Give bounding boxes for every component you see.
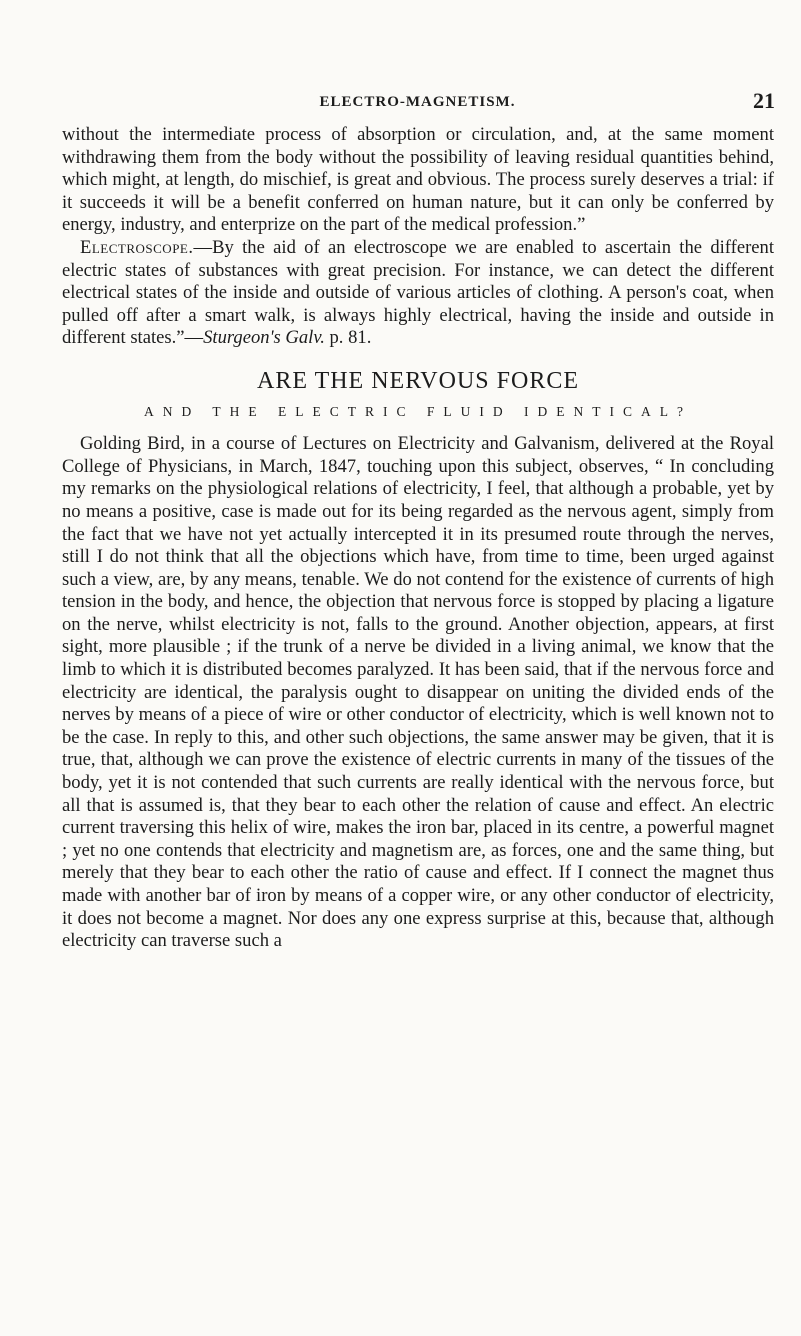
electroscope-term: Electroscope. [80, 236, 194, 258]
running-header [60, 88, 775, 116]
citation-page: p. 81. [324, 327, 372, 349]
running-title: ELECTRO-MAGNETISM. [319, 94, 516, 110]
page-number: 21 [753, 88, 775, 113]
paragraph-continuation: without the intermediate process of absorption or circulation, and, at the same moment withdrawing them from the body without the possibility of leaving residual quantities behind, which might, at length, do mischief, is great and obvious. The process surely deserves a trial: if it succeeds it will be a benefit conferred on human nature, but it can only be conferred by energy, industry, and enterprize on the part of the medical profession.” [62, 124, 774, 236]
paragraph-electroscope [62, 237, 774, 350]
section-heading: ARE THE NERVOUS FORCE [257, 367, 579, 394]
section-subheading: AND THE ELECTRIC FLUID IDENTICAL? [144, 403, 692, 419]
body-text [62, 124, 774, 953]
electroscope-text: —By the aid of an electroscope we are enabled to ascertain the different electric states of substances with great precision. For instance, we can detect the different electrical states of the inside and outside of various articles of clothing. A person's coat, when pulled off after a smart walk, is always highly electrical, having the inside and outside in different states.”— [62, 236, 774, 349]
citation-reference: Sturgeon's Galv. [203, 327, 325, 349]
paragraph-golding-bird: Golding Bird, in a course of Lectures on Electricity and Galvanism, delivered at the Royal College of Physicians, in March, 1847, touching upon this subject, observes, “ In concluding my remarks on the physiological relations of electricity, I feel, that although a probable, yet by no means a positive, case is made out for its being regarded as the nervous agent, simply from the fact that we have not yet actually intercepted it in its presumed route through the nerves, still I do not think that all the objections which have, from time to time, been urged against such a view, are, by any means, tenable. We do not contend for the existence of currents of high tension in the body, and hence, the objection that nervous force is stopped by placing a ligature on the nerve, whilst electricity is not, falls to the ground. Another objection, appears, at first sight, more plausible ; if the trunk of a nerve be divided in a living animal, we know that the limb to which it is distributed becomes paralyzed. It has been said, that if the nervous force and electricity are identical, the paralysis ought to disappear on uniting the divided ends of the nerves by means of a piece of wire or other conductor of electricity, which is well known not to be the case. In reply to this, and other such objections, the same answer may be given, that it is true, that, although we can prove the existence of electric currents in many of the tissues of the body, yet it is not contended that such currents are really identical with the nervous force, but all that is assumed is, that they bear to each other the relation of cause and effect. An electric current traversing this helix of wire, makes the iron bar, placed in its centre, a powerful magnet ; yet no one contends that electricity and magnetism are, as forces, one and the same thing, but merely that they bear to each other the ratio of cause and effect. If I connect the magnet thus made with another bar of iron by means of a copper wire, or any other conductor of electricity, it does not become a magnet. Nor does any one express surprise at this, because that, although electricity can traverse such a [62, 433, 774, 952]
